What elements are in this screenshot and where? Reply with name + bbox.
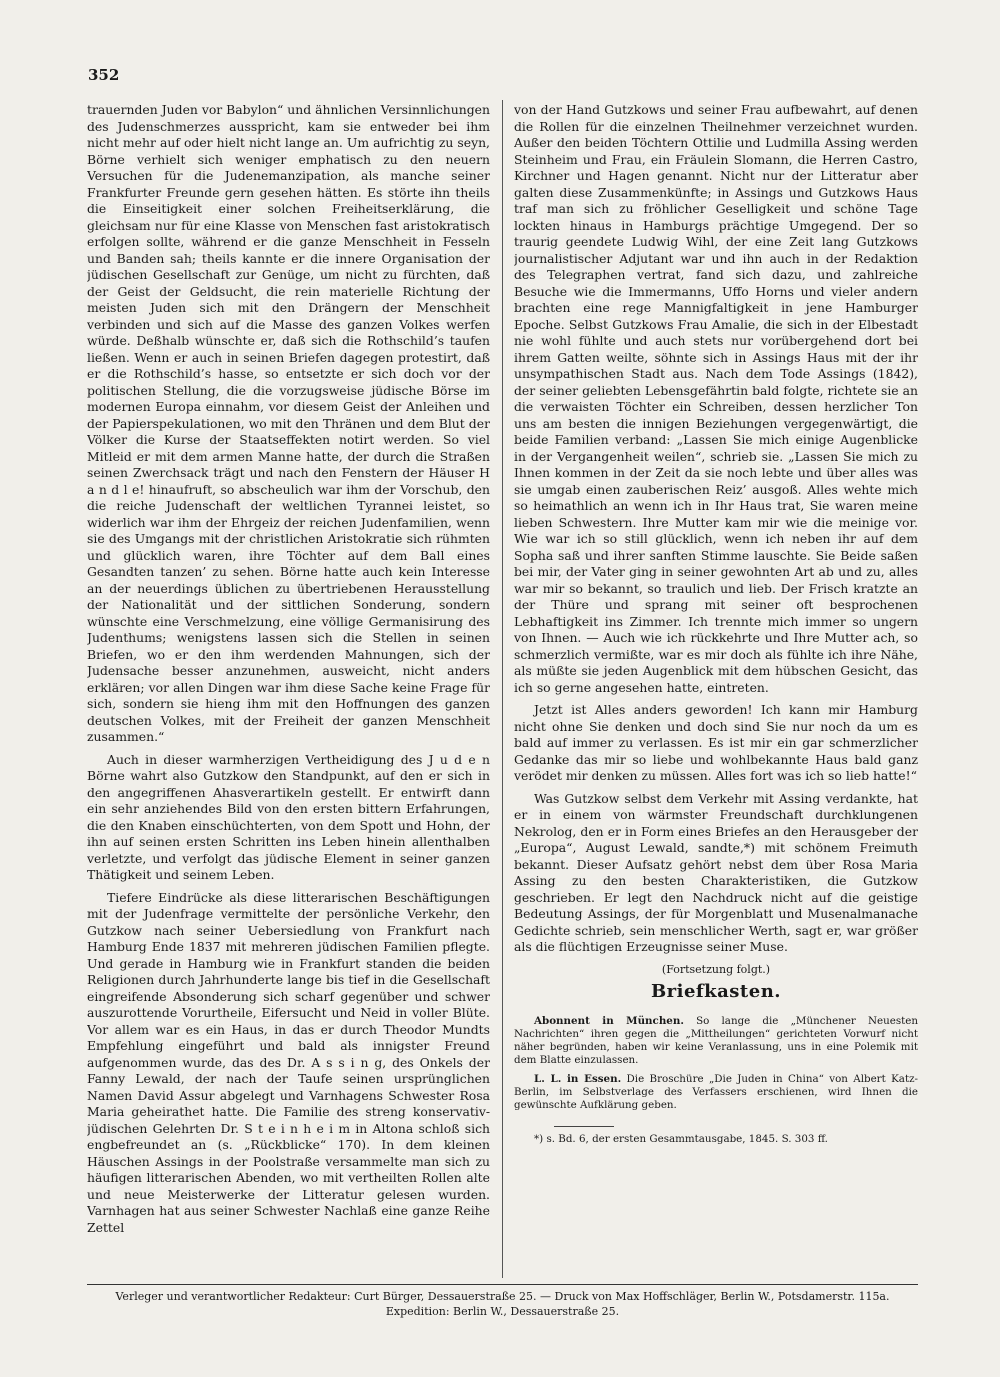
paragraph: trauernden Juden vor Babylon“ und ähnlichen Versinnlichungen des Judenschmerzes ausspricht, kam sie entweder bei ihm nicht mehr auf oder hielt nicht lange an. Um aufrichtig zu seyn, Börne verhielt sich weniger emphatisch zu den neuern Versuchen für die Judenemanzipation, als manche seiner Frankfurter Freunde gern gesehen hätten. Es störte ihn theils die Einseitigkeit einer solchen Freiheitserklärung, die gleichsam nur für eine Klasse von Menschen fast aristokratisch erfolgen sollte, während er die ganze Menschheit in Fesseln und Banden sah; theils kannte er die innere Organisation der jüdischen Gesellschaft zur Genüge, um nicht zu fürchten, daß der Geist der Geldsucht, die rein materielle Richtung der meisten Juden sich mit den Drängern der Menschheit verbinden und sich auf die Masse des ganzen Volkes werfen würde. Deßhalb wünschte er, daß sich die Rothschild’s taufen ließen. Wenn er auch in seinen Briefen dagegen protestirt, daß er die Rothschild’s hasse, so entsetzte er sich doch vor der politischen Stellung, die die vorzugsweise jüdische Börse im modernen Europa einnahm, vor diesem Geist der Anleihen und der Papierspekulationen, wo mit den Thränen und dem Blut der Völker die Kurse der Staatseffekten notirt werden. So viel Mitleid er mit dem armen Manne hatte, der durch die Straßen seinen Zwerchsack trägt und nach den Fenstern der Häuser H a n d l e! hinaufruft, so abscheulich war ihm der Vorschub, den die reiche Judenschaft der weltlichen Tyrannei leistet, so widerlich war ihm der Ehrgeiz der reichen Judenfamilien, wenn sie des Umgangs mit der christlichen Aristokratie sich rühmten und glücklich waren, ihre Töchter auf dem Ball eines Gesandten tanzen’ zu sehen. Börne hatte auch kein Interesse an der neuerdings üblichen zu übertriebenen Herausstellung der Nationalität und der sittlichen Sonderung, sondern wünschte eine Verschmelzung, eine völlige Germanisirung des Judenthums; wenigstens lassen sich die Stellen in seinen Briefen, wo er den ihm werdenden Mahnungen, sich der Judensache besser anzunehmen, ausweicht, nicht anders erklären; vor allen Dingen war ihm diese Sache keine Frage für sich, sondern sie hieng ihm mit den Hoffnungen des ganzen deutschen Volkes, mit der Freiheit der ganzen Menschheit zusammen.“: [87, 102, 490, 744]
footnote-rule: [554, 1126, 614, 1127]
letterbox-entry: [514, 1073, 918, 1112]
paragraph: Tiefere Eindrücke als diese litterarischen Beschäftigungen mit der Judenfrage vermittelte der persönliche Verkehr, den Gutzkow nach seiner Uebersiedlung von Frankfurt nach Hamburg Ende 1837 mit mehreren jüdischen Familien pflegte. Und gerade in Hamburg wie in Frankfurt standen die beiden Religionen durch Jahrhunderte lange bis tief in die Gesellschaft eingreifende Absonderung sich scharf gegenüber und schwer auszurottende Vorurtheile, Eifersucht und Neid in voller Blüte. Vor allem war es ein Haus, in das er durch Theodor Mundts Empfehlung eingeführt und bald als innigster Freund aufgenommen wurde, das des Dr. A s s i n g, des Onkels der Fanny Lewald, der nach der Taufe seinen ursprünglichen Namen David Assur abgelegt und Varnhagens Schwester Rosa Maria geheirathet hatte. Die Familie des streng konservativ-jüdischen Gelehrten Dr. S t e i n h e i m in Altona schloß sich engbefreundet an (s. „Rückblicke“ 170). In dem kleinen Häuschen Assings in der Poolstraße versammelte man sich zu häufigen litterarischen Abenden, wo mit vertheilten Rollen alte und neue Meisterwerke der Litteratur gelesen wurden. Varnhagen hat aus seiner Schwester Nachlaß eine ganze Reihe Zettel: [87, 889, 490, 1235]
right-column: [514, 102, 918, 1262]
letterbox-entry-text: Die Broschüre „Die Juden in China“ von Albert Katz-Berlin, im Selbstverlage des Verfassers erschienen, wird Ihnen die gewünschte Aufklärung geben.: [514, 1072, 918, 1111]
footnote: *) s. Bd. 6, der ersten Gesammtausgabe, 1845. S. 303 ff.: [534, 1132, 828, 1145]
paragraph: Jetzt ist Alles anders geworden! Ich kann mir Hamburg nicht ohne Sie denken und doch sind Sie nur noch da um es bald auf immer zu verlassen. Es ist mir ein gar schmerzlicher Gedanke das mir so liebe und wohlbekannte Haus bald ganz verödet mir denken zu müssen. Alles fort was ich so lieb hatte!“: [514, 702, 918, 783]
imprint-line: Verleger und verantwortlicher Redakteur: Curt Bürger, Dessauerstraße 25. — Druck von Max Hoffschläger, Berlin W., Potsdamerstr. 115a.: [115, 1290, 890, 1303]
letterbox-section: [514, 981, 918, 1112]
continued-note: (Fortsetzung folgt.): [661, 962, 771, 976]
column-divider: [502, 100, 503, 1278]
imprint-line: Expedition: Berlin W., Dessauerstraße 25.: [385, 1305, 620, 1318]
letterbox-entry-head: L. L. in Essen.: [534, 1072, 622, 1085]
imprint-rule: [87, 1284, 918, 1285]
paragraph: Auch in dieser warmherzigen Vertheidigung des J u d e n Börne wahrt also Gutzkow den Standpunkt, auf den er sich in den angegriffenen Ahasverartikeln gestellt. Er entwirft dann ein sehr anziehendes Bild von den ersten bittern Erfahrungen, die den Knaben einschüchterten, von dem Spott und Hohn, der ihn auf seinen ersten Schritten ins Leben hinein allenthalben verletzte, und verfolgt das jüdische Element in seiner ganzen Thätigkeit und seinem Leben.: [87, 751, 490, 882]
letterbox-heading: Briefkasten.: [650, 981, 782, 1002]
page-number: 352: [88, 66, 120, 84]
left-column: [87, 102, 490, 1272]
letterbox-entry-text: So lange die „Münchener Neuesten Nachrichten“ ihren gegen die „Mittheilungen“ gerichteten Vorwurf nicht näher begründen, haben wir keine Veranlassung, uns in eine Polemik mit dem Blatte einzulassen.: [514, 1014, 918, 1066]
paragraph: von der Hand Gutzkows und seiner Frau aufbewahrt, auf denen die Rollen für die einzelnen Theilnehmer verzeichnet wurden. Außer den beiden Töchtern Ottilie und Ludmilla Assing werden Steinheim und Frau, ein Fräulein Slomann, die Herren Castro, Kirchner und Hagen genannt. Nicht nur der Litteratur aber galten diese Zusammenkünfte; in Assings und Gutzkows Haus traf man sich zu fröhlicher Geselligkeit und schöne Tage lockten hinaus in Hamburgs prächtige Umgegend. Der so traurig geendete Ludwig Wihl, der eine Zeit lang Gutzkows journalistischer Adjutant war und ihn auch in der Redaktion des Telegraphen vertrat, fand sich dazu, und zahlreiche Besuche wie die Immermanns, Uffo Horns und vieler andern brachten eine rege Mannigfaltigkeit in jene Hamburger Epoche. Selbst Gutzkows Frau Amalie, die sich in der Elbestadt nie wohl fühlte und auch stets nur vorübergehend dort bei ihrem Gatten weilte, söhnte sich in Assings Haus mit der ihr unsympathischen Stadt aus. Nach dem Tode Assings (1842), der seiner geliebten Lebensgefährtin bald folgte, richtete sie an die verwaisten Töchter ein Schreiben, dessen herzlicher Ton uns am besten die innigen Beziehungen vergegenwärtigt, die beide Familien verband: „Lassen Sie mich einige Augenblicke in der Vergangenheit weilen“, schrieb sie. „Lassen Sie mich zu Ihnen kommen in der Zeit da sie noch lebte und über alles was sie umgab einen zauberischen Reiz’ ausgoß. Alles wehte mich so heimathlich an wenn ich in Ihr Haus trat, Sie waren meine lieben Schwestern. Ihre Mutter kam mir wie die meinige vor. Wie war ich so still glücklich, wenn ich neben ihr auf dem Sopha saß und ihrer sanften Stimme lauschte. Sie Beide saßen bei mir, der Vater ging in seiner gewohnten Art ab und zu, alles war mir so bekannt, so traulich und lieb. Der Frisch kratzte an der Thüre und sprang mit seiner oft besprochenen Lebhaftigkeit ins Zimmer. Ich trennte mich immer so ungern von Ihnen. — Auch wie ich rückkehrte und Ihre Mutter ach, so schmerzlich vermißte, war es mir doch als fühlte ich ihre Nähe, als müßte sie jeden Augenblick mit dem hübschen Gesicht, das ich so gerne angesehen hatte, eintreten.: [514, 102, 918, 695]
letterbox-entry-head: Abonnent in München.: [534, 1014, 684, 1027]
letterbox-entry: [514, 1015, 918, 1067]
paragraph: Was Gutzkow selbst dem Verkehr mit Assing verdankte, hat er in einem von wärmster Freundschaft durchklungenen Nekrolog, den er in Form eines Briefes an den Herausgeber der „Europa“, August Lewald, sandte,*) mit schönem Freimuth bekannt. Dieser Aufsatz gehört nebst dem über Rosa Maria Assing zu den besten Charakteristiken, die Gutzkow geschrieben. Er legt den Nachdruck nicht auf die geistige Bedeutung Assings, der für Morgenblatt und Musenalmanache Gedichte schrieb, sein menschlicher Werth, sagt er, war größer als die flüchtigen Erzeugnisse seiner Muse.: [514, 790, 918, 954]
